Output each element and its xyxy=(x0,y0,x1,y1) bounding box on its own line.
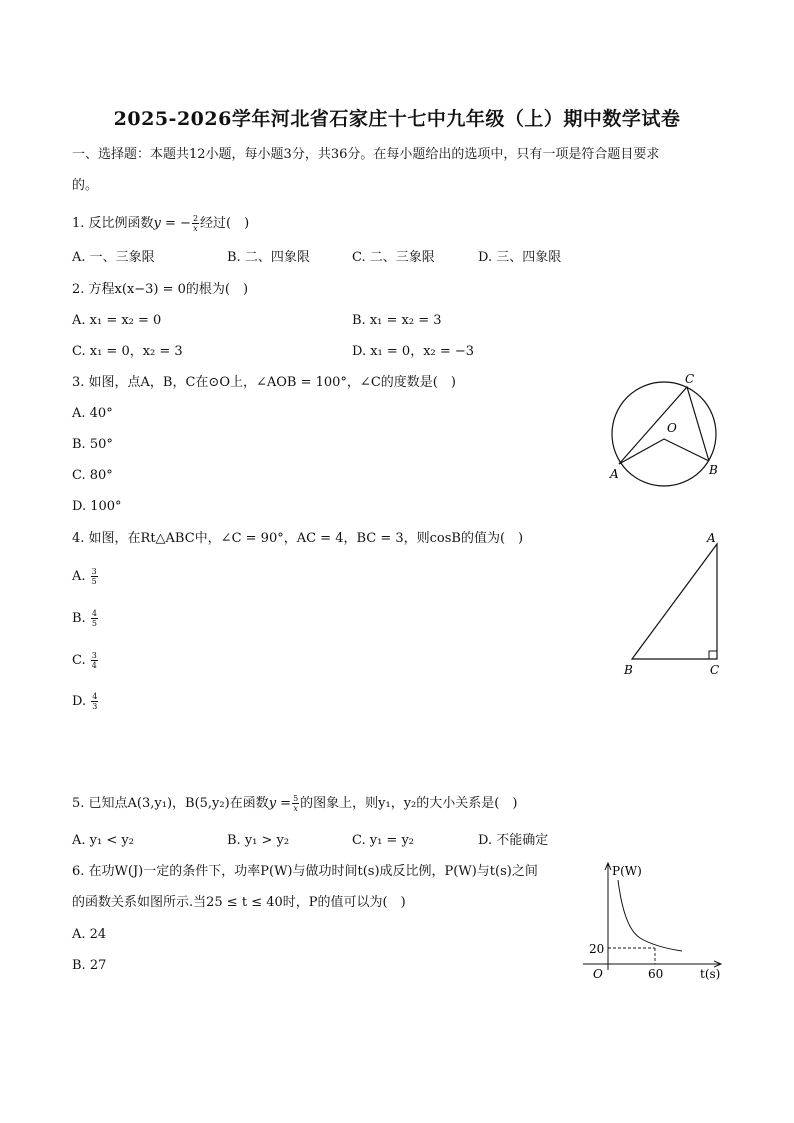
q5-prefix: 5. 已知点A(3,y₁)，B(5,y₂)在函数 xyxy=(72,796,269,811)
q6-power-time-graph xyxy=(580,858,726,986)
label-a: A xyxy=(610,467,619,481)
q4-c-frac xyxy=(91,651,98,670)
label-o: O xyxy=(667,421,677,435)
q4-a-den: 5 xyxy=(91,577,97,586)
q4-d-frac xyxy=(91,692,98,711)
question-6-line1: 6. 在功W(J)一定的条件下，功率P(W)与做功时间t(s)成反比例，P(W)与t(s)之间 xyxy=(72,864,538,879)
q4-b-frac xyxy=(91,609,98,628)
q1-suffix: 经过( ) xyxy=(200,216,250,231)
q4-triangle-figure xyxy=(615,528,730,680)
q4-a-num: 3 xyxy=(91,567,97,576)
q1-fraction xyxy=(192,214,199,233)
label-a: A xyxy=(707,531,716,545)
q5-option-c[interactable]: C. y₁ = y₂ xyxy=(352,833,415,848)
q4-c-den: 4 xyxy=(91,661,97,670)
origin-label: O xyxy=(593,967,603,981)
right-angle-mark xyxy=(709,651,717,659)
q1-option-a[interactable]: A. 一、三象限 xyxy=(72,250,155,265)
section-header-line2: 的。 xyxy=(72,178,99,193)
q4-option-b[interactable] xyxy=(72,609,99,628)
q1-func-lhs: y = − xyxy=(153,216,191,231)
y-axis-label: P(W) xyxy=(612,864,642,878)
q4-b-den: 5 xyxy=(91,619,97,628)
q2-option-a[interactable]: A. x₁ = x₂ = 0 xyxy=(72,313,162,328)
q2-option-c[interactable]: C. x₁ = 0，x₂ = 3 xyxy=(72,344,183,359)
section-header-line1: 一、选择题：本题共12小题，每小题3分，共36分。在每小题给出的选项中，只有一项是符合题目要求 xyxy=(72,147,660,162)
q4-d-den: 3 xyxy=(92,702,98,711)
q6-option-b[interactable]: B. 27 xyxy=(72,958,107,973)
question-5 xyxy=(72,794,517,813)
q5-frac-den: x xyxy=(293,804,298,813)
label-c: C xyxy=(685,372,695,386)
label-b: B xyxy=(709,463,718,477)
x-tick-60: 60 xyxy=(648,967,664,981)
label-b: B xyxy=(624,663,633,677)
y-tick-20: 20 xyxy=(589,942,605,956)
q3-option-d[interactable]: D. 100° xyxy=(72,499,122,514)
question-1 xyxy=(72,214,249,233)
q5-fraction xyxy=(292,794,299,813)
q4-option-a[interactable] xyxy=(72,567,99,586)
q4-b-num: 4 xyxy=(91,609,97,618)
q1-frac-num: 2 xyxy=(192,214,199,223)
angle-acb xyxy=(619,387,709,464)
q6-option-a[interactable]: A. 24 xyxy=(72,927,107,942)
q2-option-d[interactable]: D. x₁ = 0，x₂ = −3 xyxy=(352,344,475,359)
q4-option-c[interactable] xyxy=(72,651,99,670)
q3-circle-figure xyxy=(600,366,730,496)
q4-c-num: 3 xyxy=(91,651,97,660)
q4-c-letter: C. xyxy=(72,653,86,668)
q3-option-c[interactable]: C. 80° xyxy=(72,468,113,483)
q4-d-letter: D. xyxy=(72,694,87,709)
q5-frac-num: 5 xyxy=(293,794,299,803)
inverse-curve xyxy=(618,880,682,951)
exam-title: 2025-2026学年河北省石家庄十七中九年级（上）期中数学试卷 xyxy=(113,108,681,130)
q4-a-letter: A. xyxy=(72,569,86,584)
q5-option-d[interactable]: D. 不能确定 xyxy=(478,833,549,848)
q5-suffix: 的图象上，则y₁，y₂的大小关系是( ) xyxy=(300,796,518,811)
x-axis-label: t(s) xyxy=(700,967,721,981)
q5-option-a[interactable]: A. y₁ < y₂ xyxy=(72,833,134,848)
angle-aob xyxy=(619,439,709,464)
question-2: 2. 方程x(x−3) = 0的根为( ) xyxy=(72,282,249,297)
q4-option-d[interactable] xyxy=(72,692,99,711)
question-6-line2: 的函数关系如图所示.当25 ≤ t ≤ 40时，P的值可以为( ) xyxy=(72,895,406,910)
q1-prefix: 1. 反比例函数 xyxy=(72,216,154,231)
q2-option-b[interactable]: B. x₁ = x₂ = 3 xyxy=(352,313,442,328)
triangle-abc xyxy=(632,544,717,659)
q3-option-b[interactable]: B. 50° xyxy=(72,437,113,452)
q4-d-num: 4 xyxy=(92,692,98,701)
q1-option-c[interactable]: C. 二、三象限 xyxy=(352,250,435,265)
q3-option-a[interactable]: A. 40° xyxy=(72,406,113,421)
label-c: C xyxy=(710,663,720,677)
question-3: 3. 如图，点A，B，C在⊙O上，∠AOB = 100°，∠C的度数是( ) xyxy=(72,375,456,390)
q4-a-frac xyxy=(91,567,98,586)
q4-b-letter: B. xyxy=(72,611,86,626)
q5-func-lhs: y = xyxy=(268,796,292,811)
q5-option-b[interactable]: B. y₁ > y₂ xyxy=(227,833,290,848)
q1-option-b[interactable]: B. 二、四象限 xyxy=(227,250,310,265)
question-4: 4. 如图，在Rt△ABC中，∠C = 90°，AC = 4，BC = 3，则cosB的值为( ) xyxy=(72,531,524,546)
q1-frac-den: x xyxy=(193,224,198,233)
q1-option-d[interactable]: D. 三、四象限 xyxy=(478,250,562,265)
